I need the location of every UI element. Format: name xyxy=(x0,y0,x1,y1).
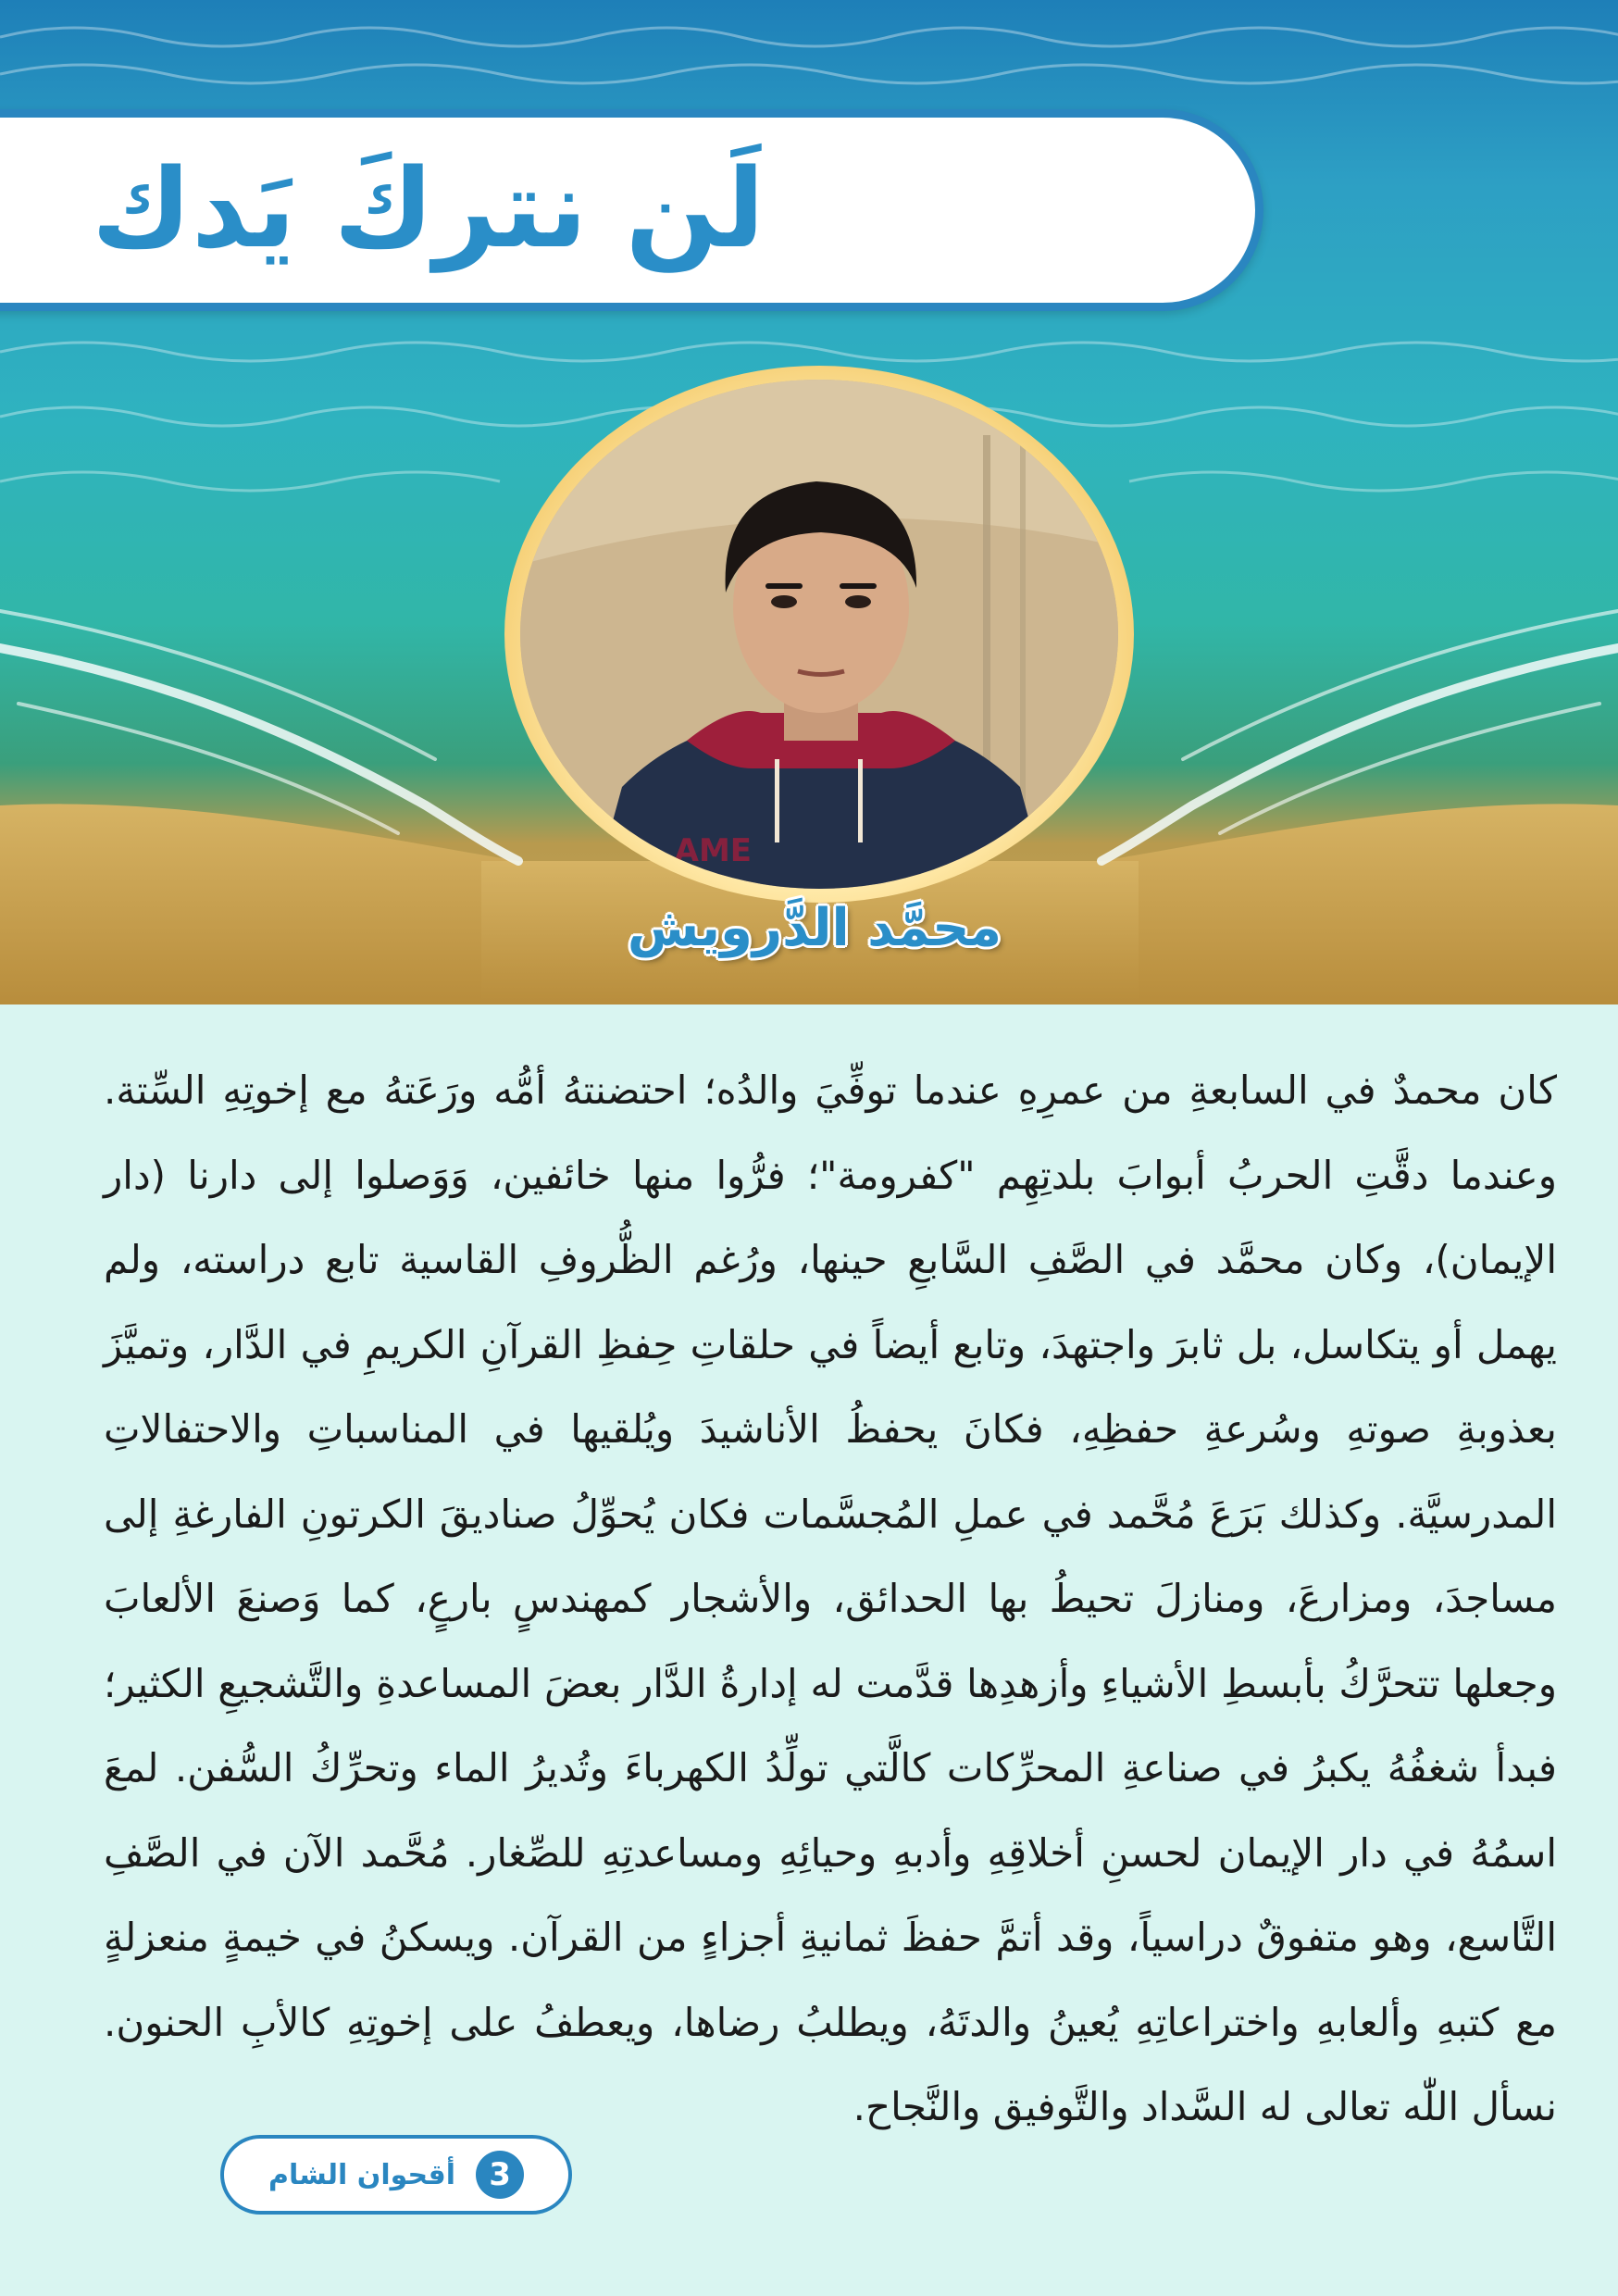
boy-portrait-image xyxy=(520,380,1118,889)
portrait-photo xyxy=(520,380,1118,889)
page-number: 3 xyxy=(476,2151,524,2199)
page-title: لَن نتركَ يَدك xyxy=(91,144,765,272)
magazine-name: أقحوان الشام xyxy=(268,2158,456,2191)
title-banner xyxy=(0,109,1263,311)
svg-text:AME: AME xyxy=(674,832,752,869)
footer-badge xyxy=(220,2135,572,2215)
story-paragraph: كان محمدٌ في السابعةِ من عمرِهِ عندما توفِّيَ والدُه؛ احتضنتهُ أمُّه ورَعَتهُ مع إخوتِهِ السِّتة. وعندما دقَّتِ الحربُ أبوابَ بلدتِهِم "كفرومة"؛ فرُّوا منها خائفين، وَوَصلوا إلى دارنا (دار الإيمان)، وكان محمَّد في الصَّفِ السَّابعِ حينها، ورُغم الظُّروفِ القاسية تابع دراسته، ولم يهمل أو يتكاسل، بل ثابرَ واجتهدَ، وتابع أيضاً في حلقاتِ حِفظِ القرآنِ الكريمِ في الدَّار، وتميَّزَ بعذوبةِ صوتهِ وسُرعةِ حفظِهِ، فكانَ يحفظُ الأناشيدَ ويُلقيها في المناسباتِ والاحتفالاتِ المدرسيَّة. وكذلك بَرَعَ مُحَّمد في عملِ المُجسَّمات فكان يُحوِّلُ صناديقَ الكرتونِ الفارغةِ إلى مساجدَ، ومزارعَ، ومنازلَ تحيطُ بها الحدائق، والأشجار كمهندسٍ بارعٍ، كما وَصنعَ الألعابَ وجعلها تتحرَّكُ بأبسطِ الأشياءِ وأزهدِها قدَّمت له إدارةُ الدَّار بعضَ المساعدةِ والتَّشجيعِ الكثير؛ فبدأ شغفُهُ يكبرُ في صناعةِ المحرِّكات كالَّتي تولِّدُ الكهرباءَ وتُديرُ الماء وتحرِّكُ السُّفن. لمعَ اسمُهُ في دار الإيمان لحسنِ أخلاقِهِ وأدبهِ وحيائِهِ ومساعدتِهِ للصِّغار. مُحَّمد الآن في الصَّفِ التَّاسع، وهو متفوقٌ دراسياً، وقد أتمَّ حفظَ ثمانيةِ أجزاءٍ من القرآن. ويسكنُ في خيمةٍ منعزلةٍ مع كتبهِ وألعابهِ واختراعاتِهِ يُعينُ والدتَهُ، ويطلبُ رضاها، ويعطفُ على إخوتِهِ كالأبِ الحنون. نسأل اللّٰه تعالى له السَّداد والتَّوفيق والنَّجاح. xyxy=(104,1067,1557,2129)
student-name: محمَّد الدَّرويش xyxy=(627,898,1002,958)
